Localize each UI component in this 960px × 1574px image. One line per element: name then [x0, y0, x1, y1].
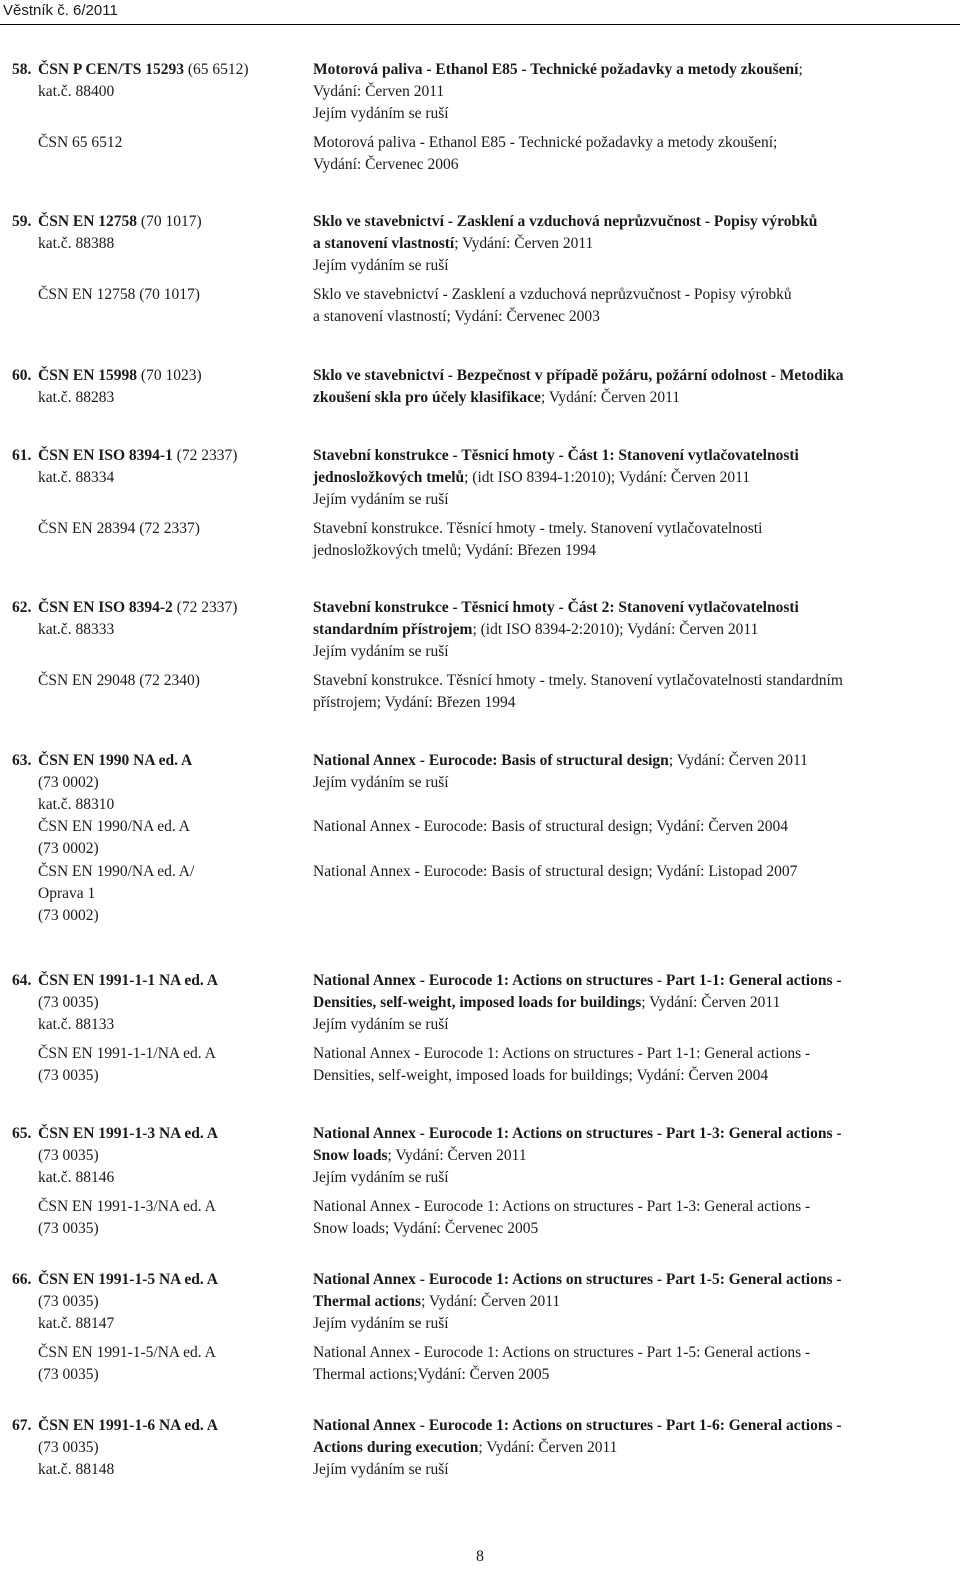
standard-designation: [12, 1043, 302, 1087]
text-segment: kat.č. 88388: [38, 235, 115, 252]
text-segment: jednosložkových tmelů; Vydání: Březen 1994: [313, 542, 596, 559]
standard-title: [313, 518, 953, 562]
text-segment: Vydání: Červenec 2006: [313, 156, 459, 173]
bold-text: Sklo ve stavebnictví - Zasklení a vzduchová neprůzvučnost - Popisy výrobků: [313, 213, 818, 230]
text-segment: National Annex - Eurocode: Basis of structural design; Vydání: Červen 2004: [313, 818, 788, 835]
bold-text: ČSN EN 1991-1-1 NA ed. A: [38, 972, 218, 989]
text-segment: ; Vydání: Červen 2011: [668, 752, 808, 769]
text-segment: National Annex - Eurocode 1: Actions on structures - Part 1-1: General actions -: [313, 1045, 811, 1062]
text-segment: ; Vydání: Červen 2011: [421, 1293, 561, 1310]
standard-title: [313, 59, 953, 125]
standard-title: [313, 1123, 953, 1189]
text-segment: Sklo ve stavebnictví - Zasklení a vzduchová neprůzvučnost - Popisy výrobků: [313, 286, 792, 303]
text-segment: Jejím vydáním se ruší: [313, 105, 449, 122]
standard-title: [313, 1196, 953, 1240]
text-segment: Jejím vydáním se ruší: [313, 1169, 449, 1186]
bold-text: Motorová paliva - Ethanol E85 - Technické požadavky a metody zkoušení: [313, 61, 799, 78]
text-segment: National Annex - Eurocode 1: Actions on structures - Part 1-5: General actions -: [313, 1344, 811, 1361]
text-segment: ČSN EN 28394 (72 2337): [38, 520, 200, 537]
text-segment: Stavební konstrukce. Těsnící hmoty - tmely. Stanovení vytlačovatelnosti standardním: [313, 672, 843, 689]
standard-designation: [12, 365, 302, 409]
bold-text: Actions during execution: [313, 1439, 479, 1456]
text-segment: kat.č. 88133: [38, 1016, 115, 1033]
text-segment: ; Vydání: Červen 2011: [387, 1147, 527, 1164]
text-segment: (73 0002): [38, 774, 99, 791]
entry-number: 64.: [12, 972, 32, 989]
standard-title: [313, 1415, 953, 1481]
text-segment: Thermal actions;Vydání: Červen 2005: [313, 1366, 550, 1383]
bold-text: jednosložkových tmelů: [313, 469, 465, 486]
text-segment: ; Vydání: Červen 2011: [540, 389, 680, 406]
standard-designation: [12, 670, 302, 692]
bold-text: ČSN EN ISO 8394-2: [38, 599, 173, 616]
bold-text: Stavební konstrukce - Těsnicí hmoty - Část 1: Stanovení vytlačovatelnosti: [313, 447, 799, 464]
standard-title: [313, 1269, 953, 1335]
text-segment: Vydání: Červen 2011: [313, 83, 445, 100]
standard-designation: [12, 1123, 302, 1189]
standard-designation: [12, 284, 302, 306]
text-segment: ČSN EN 1991-1-1/NA ed. A: [38, 1045, 216, 1062]
standard-designation: [12, 1269, 302, 1335]
text-segment: (73 0035): [38, 1293, 99, 1310]
text-segment: Jejím vydáním se ruší: [313, 1016, 449, 1033]
bold-text: ČSN EN 1991-1-5 NA ed. A: [38, 1271, 218, 1288]
standard-designation: [12, 132, 302, 154]
text-segment: (70 1023): [137, 367, 202, 384]
bold-text: Stavební konstrukce - Těsnicí hmoty - Část 2: Stanovení vytlačovatelnosti: [313, 599, 799, 616]
text-segment: ; Vydání: Červen 2011: [641, 994, 781, 1011]
standard-designation: [12, 211, 302, 255]
bold-text: ČSN EN 12758: [38, 213, 138, 230]
entry-number: 59.: [12, 213, 32, 230]
entry-number: 62.: [12, 599, 32, 616]
journal-title: Věstník č. 6/2011: [3, 2, 118, 19]
text-segment: (72 2337): [172, 599, 238, 616]
text-segment: ; Vydání: Červen 2011: [478, 1439, 618, 1456]
entry-number: 65.: [12, 1125, 32, 1142]
text-segment: ČSN 65 6512: [38, 134, 123, 151]
text-segment: kat.č. 88148: [38, 1461, 115, 1478]
text-segment: National Annex - Eurocode 1: Actions on structures - Part 1-3: General actions -: [313, 1198, 811, 1215]
text-segment: Densities, self-weight, imposed loads for buildings; Vydání: Červen 2004: [313, 1067, 769, 1084]
standard-designation: [12, 59, 302, 103]
text-segment: ČSN EN 1991-1-5/NA ed. A: [38, 1344, 216, 1361]
bold-text: National Annex - Eurocode: Basis of structural design: [313, 752, 669, 769]
bold-text: ČSN EN 1991-1-3 NA ed. A: [38, 1125, 218, 1142]
text-segment: ČSN EN 12758 (70 1017): [38, 286, 200, 303]
bold-text: a stanovení vlastností: [313, 235, 455, 252]
text-segment: Stavební konstrukce. Těsnící hmoty - tmely. Stanovení vytlačovatelnosti: [313, 520, 763, 537]
text-segment: (72 2337): [172, 447, 238, 464]
standard-designation: [12, 445, 302, 489]
text-segment: ; (idt ISO 8394-2:2010); Vydání: Červen 2011: [472, 621, 759, 638]
bold-text: zkoušení skla pro účely klasifikace: [313, 389, 541, 406]
standard-designation: [12, 861, 302, 927]
entry-number: 67.: [12, 1417, 32, 1434]
bold-text: Sklo ve stavebnictví - Bezpečnost v případě požáru, požární odolnost - Metodika: [313, 367, 844, 384]
bold-text: standardním přístrojem: [313, 621, 473, 638]
bold-text: Thermal actions: [313, 1293, 422, 1310]
text-segment: (73 0035): [38, 1220, 99, 1237]
standard-title: [313, 1043, 953, 1087]
text-segment: ČSN EN 29048 (72 2340): [38, 672, 200, 689]
text-segment: (73 0035): [38, 1366, 99, 1383]
standard-title: [313, 670, 953, 714]
standard-title: [313, 365, 953, 409]
standard-title: [313, 284, 953, 328]
standard-designation: [12, 816, 302, 860]
standard-title: [313, 132, 953, 176]
text-segment: kat.č. 88146: [38, 1169, 115, 1186]
standard-designation: [12, 518, 302, 540]
standard-title: [313, 970, 953, 1036]
text-segment: kat.č. 88283: [38, 389, 115, 406]
text-segment: a stanovení vlastností; Vydání: Červenec 2003: [313, 308, 600, 325]
standard-title: [313, 1342, 953, 1386]
standard-title: [313, 750, 953, 794]
text-segment: kat.č. 88400: [38, 83, 115, 100]
bold-text: Snow loads: [313, 1147, 388, 1164]
text-segment: (70 1017): [137, 213, 202, 230]
text-segment: Motorová paliva - Ethanol E85 - Technické požadavky a metody zkoušení;: [313, 134, 778, 151]
text-segment: National Annex - Eurocode: Basis of structural design; Vydání: Listopad 2007: [313, 863, 798, 880]
text-segment: kat.č. 88334: [38, 469, 115, 486]
text-segment: Jejím vydáním se ruší: [313, 491, 449, 508]
page-number: 8: [476, 1548, 484, 1565]
text-segment: ;: [798, 61, 803, 78]
text-segment: (73 0035): [38, 994, 99, 1011]
bold-text: ČSN EN 1990 NA ed. A: [38, 752, 193, 769]
text-segment: (65 6512): [184, 61, 249, 78]
bold-text: ČSN EN ISO 8394-1: [38, 447, 173, 464]
bold-text: ČSN P CEN/TS 15293: [38, 61, 184, 78]
text-segment: ; Vydání: Červen 2011: [454, 235, 594, 252]
text-segment: Oprava 1: [38, 885, 96, 902]
text-segment: ČSN EN 1991-1-3/NA ed. A: [38, 1198, 216, 1215]
text-segment: kat.č. 88147: [38, 1315, 115, 1332]
standard-designation: [12, 1342, 302, 1386]
standard-title: [313, 861, 953, 883]
standard-title: [313, 816, 953, 838]
text-segment: Jejím vydáním se ruší: [313, 774, 449, 791]
text-segment: ČSN EN 1990/NA ed. A: [38, 818, 190, 835]
text-segment: ; (idt ISO 8394-1:2010); Vydání: Červen 2011: [464, 469, 750, 486]
standard-title: [313, 445, 953, 511]
text-segment: kat.č. 88333: [38, 621, 115, 638]
text-segment: Jejím vydáním se ruší: [313, 1315, 449, 1332]
bold-text: National Annex - Eurocode 1: Actions on structures - Part 1-6: General actions -: [313, 1417, 842, 1434]
standard-title: [313, 597, 953, 663]
text-segment: Jejím vydáním se ruší: [313, 1461, 449, 1478]
text-segment: (73 0035): [38, 1439, 99, 1456]
text-segment: ČSN EN 1990/NA ed. A/: [38, 863, 195, 880]
entry-number: 63.: [12, 752, 32, 769]
text-segment: (73 0002): [38, 840, 99, 857]
text-segment: Jejím vydáním se ruší: [313, 643, 449, 660]
entry-number: 61.: [12, 447, 32, 464]
standard-designation: [12, 1196, 302, 1240]
standard-designation: [12, 750, 302, 816]
bold-text: National Annex - Eurocode 1: Actions on structures - Part 1-1: General actions -: [313, 972, 842, 989]
text-segment: (73 0035): [38, 1147, 99, 1164]
text-segment: (73 0035): [38, 1067, 99, 1084]
text-segment: Jejím vydáním se ruší: [313, 257, 449, 274]
entry-number: 66.: [12, 1271, 32, 1288]
standard-designation: [12, 1415, 302, 1481]
standard-designation: [12, 597, 302, 641]
text-segment: (73 0002): [38, 907, 99, 924]
standard-designation: [12, 970, 302, 1036]
text-segment: Snow loads; Vydání: Červenec 2005: [313, 1220, 539, 1237]
bold-text: National Annex - Eurocode 1: Actions on structures - Part 1-3: General actions -: [313, 1125, 842, 1142]
entry-number: 60.: [12, 367, 32, 384]
entry-number: 58.: [12, 61, 32, 78]
bold-text: ČSN EN 15998: [38, 367, 138, 384]
text-segment: přístrojem; Vydání: Březen 1994: [313, 694, 516, 711]
page-header: [0, 0, 960, 25]
bold-text: Densities, self-weight, imposed loads for buildings: [313, 994, 642, 1011]
bold-text: ČSN EN 1991-1-6 NA ed. A: [38, 1417, 218, 1434]
standard-title: [313, 211, 953, 277]
text-segment: kat.č. 88310: [38, 796, 115, 813]
bold-text: National Annex - Eurocode 1: Actions on structures - Part 1-5: General actions -: [313, 1271, 842, 1288]
